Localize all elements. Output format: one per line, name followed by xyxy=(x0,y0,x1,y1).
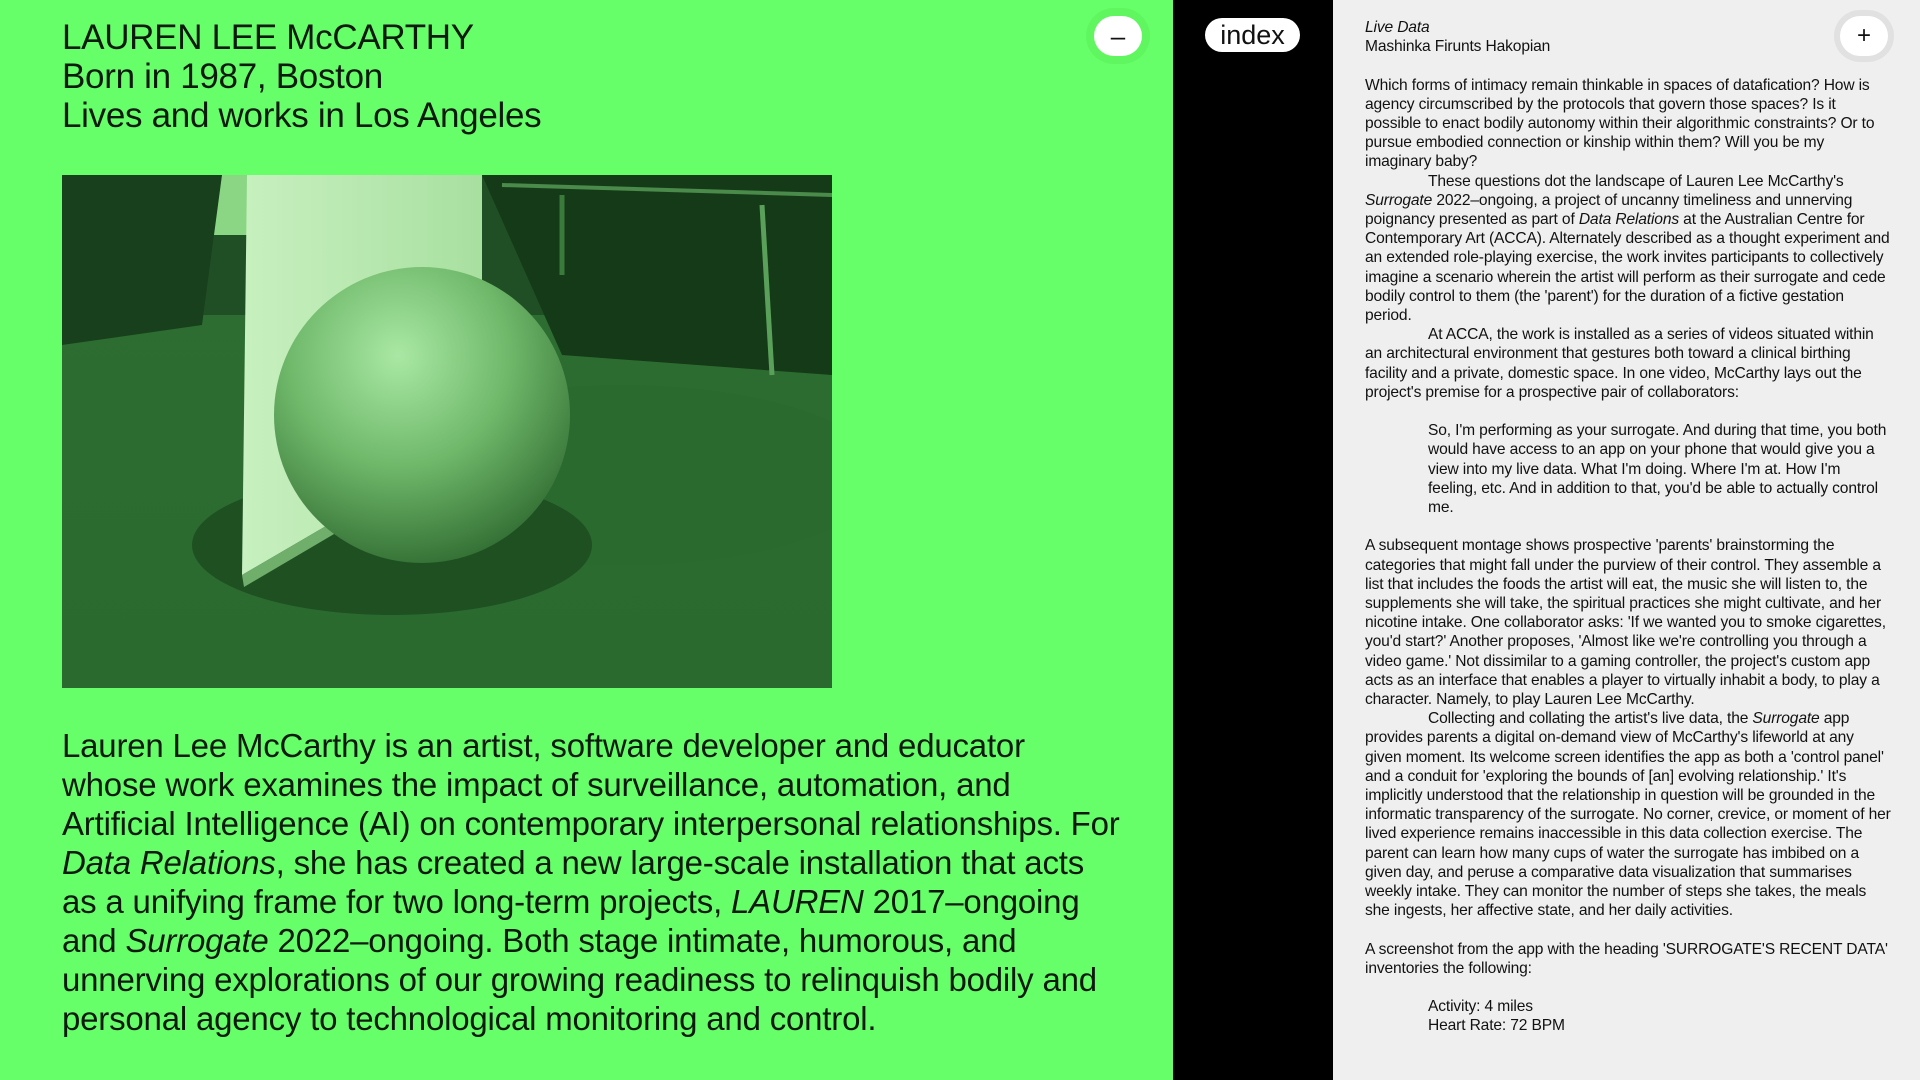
bio-text: Lauren Lee McCarthy is an artist, software developer and educator whose work examines the impact of surveillance, automation, and Artificial Intelligence (AI) on contemporary interpersonal relationships. For xyxy=(62,727,1120,842)
essay-title-surrogate: Surrogate xyxy=(1365,191,1433,209)
essay-paragraph xyxy=(1365,709,1893,920)
essay-paragraph: A screenshot from the app with the heading 'SURROGATE'S RECENT DATA' inventories the following: xyxy=(1365,940,1888,977)
essay-paragraph: Which forms of intimacy remain thinkable in spaces of datafication? How is agency circumscribed by the protocols that govern those spaces? Is it possible to enact bodily autonomy within their algorithmic constraints? Or to pursue embodied connection or kinship within them? Will you be my imaginary baby? xyxy=(1365,76,1875,171)
essay-quote: So, I'm performing as your surrogate. And during that time, you both would have access to an app on your phone that would give you a view into my live data. What I'm doing. Where I'm at. How I'm feeling, etc. And in addition to that, you'd be able to actually control me. xyxy=(1428,422,1887,517)
bio-title-data-relations: Data Relations xyxy=(62,844,276,881)
essay-paragraph: A subsequent montage shows prospective 'parents' brainstorming the categories that might fall under the purview of their control. They assemble a list that includes the foods the artist will eat, the music she will listen to, the supplements she will take, the spiritual practices she might cultivate, and her nicotine intake. One collaborator asks: 'If we wanted you to smoke cigarettes, you'd start?' Another proposes, 'Almost like we're controlling you through a video game.' Not dissimilar to a gaming controller, the project's custom app acts as an interface that enables a player to virtually inhabit a body, to play a character. Namely, to play Lauren Lee McCarthy. xyxy=(1365,537,1886,709)
index-button[interactable]: index xyxy=(1205,18,1300,52)
bio-text: 2022–ongoing. Both stage intimate, humorous, and unnerving explorations of our growing readiness to relinquish bodily and personal agency to technological monitoring and control. xyxy=(62,922,1097,1037)
artist-birth: Born in 1987, Boston xyxy=(62,57,383,96)
essay-title: Live Data xyxy=(1365,19,1430,36)
bio-title-lauren: LAUREN xyxy=(731,883,864,920)
expand-button[interactable]: + xyxy=(1840,16,1888,56)
collapse-button[interactable]: – xyxy=(1094,16,1142,56)
essay-content xyxy=(1365,18,1893,1036)
essay-text: app provides parents a digital on-demand view of McCarthy's lifeworld at any given moment. Its welcome screen identifies the app as both a 'control panel' and a conduit for 'exploring the bounds of [an] evolving relationship.' It's implicitly understood that the relationship in question will be grounded in the informatic transparency of the surrogate. No corner, crevice, or moment of her lived experience remains inaccessible in this data collection exercise. The parent can learn how many cups of water the surrogate has imbibed on a given day, and peruse a comparative data visualization that summarises weekly intake. They can monitor the number of steps she takes, the meals she ingests, her affective state, and her daily activities. xyxy=(1365,710,1891,920)
artist-bio xyxy=(62,726,1122,1038)
data-list-item: Heart Rate: 72 BPM xyxy=(1428,1017,1565,1035)
bio-text: 2017–ongoing and xyxy=(62,883,1080,959)
essay-text: These questions dot the landscape of Lauren Lee McCarthy's xyxy=(1428,172,1844,190)
essay-title-data-relations: Data Relations xyxy=(1578,211,1679,229)
bio-text: , she has created a new large-scale installation that acts as a unifying frame for two long-term projects, xyxy=(62,844,1085,920)
essay-author: Mashinka Firunts Hakopian xyxy=(1365,38,1551,56)
essay-text: Collecting and collating the artist's live data, the xyxy=(1428,710,1753,728)
artist-name: LAUREN LEE McCARTHY xyxy=(62,18,474,57)
essay-title-surrogate: Surrogate xyxy=(1752,710,1820,728)
essay-text: 2022–ongoing, a project of uncanny timeliness and unnerving poignancy presented as part of xyxy=(1365,191,1853,229)
essay-paragraph xyxy=(1365,172,1893,326)
installation-photo xyxy=(62,175,832,688)
artwork-image xyxy=(62,175,832,688)
essay-text: at the Australian Centre for Contemporary Art (ACCA). Alternately described as a thought experiment and an extended role-playing exercise, the work invites participants to collectively imagine a scenario wherein the artist will perform as their surrogate and cede bodily control to them (the 'parent') for the duration of a fictive gestation period. xyxy=(1365,211,1890,325)
artist-header xyxy=(62,18,962,135)
artist-residence: Lives and works in Los Angeles xyxy=(62,96,542,135)
data-list-item: Activity: 4 miles xyxy=(1428,998,1533,1016)
essay-paragraph: At ACCA, the work is installed as a series of videos situated within an architectural environment that gestures both toward a clinical birthing facility and a private, domestic space. In one video, McCarthy lays out the project's premise for a prospective pair of collaborators: xyxy=(1365,326,1874,401)
essay-panel xyxy=(1333,0,1920,1080)
bio-title-surrogate: Surrogate xyxy=(125,922,269,959)
